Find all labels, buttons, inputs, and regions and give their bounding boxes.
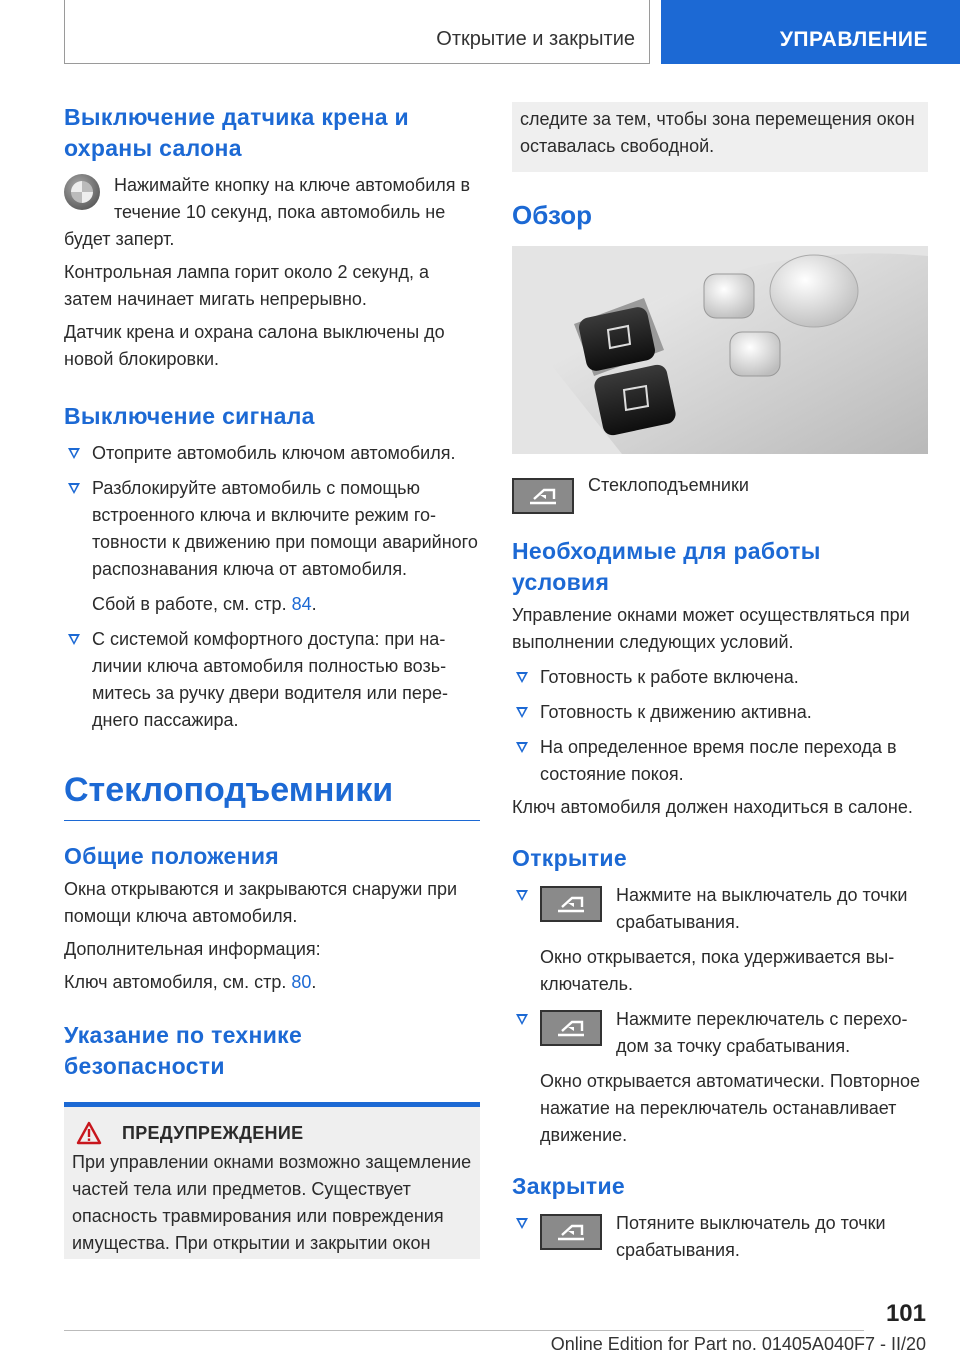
header-section-tab	[64, 0, 650, 64]
warning-box	[64, 1102, 480, 1259]
bmw-key-icon	[64, 174, 100, 210]
sensor-paragraph-2: Контрольная лампа горит около 2 секунд, а затем начинает мигать непрерывно.	[64, 262, 430, 309]
heading-sensor-off: Выключение датчика крена и охраны салона	[64, 104, 409, 161]
general-paragraph-3: Ключ автомобиля, см. стр. 80.	[64, 972, 317, 992]
bullet-triangle-icon	[516, 742, 528, 753]
warning-text: При управлении окнами возможно защемление частей тела или предметов. Существует опасность травмирования или повреждения имущества. При открытии и закрытии окон	[72, 1152, 472, 1253]
heading-open: Открытие	[512, 845, 627, 871]
bullet-triangle-icon	[68, 634, 80, 645]
heading-overview: Обзор	[512, 200, 592, 230]
page-link-84[interactable]: 84	[291, 594, 312, 614]
window-switch-icon	[540, 1010, 602, 1046]
list-item: Готовность к работе включена.	[512, 664, 928, 691]
heading-safety: Указание по технике безопасности	[64, 1022, 303, 1079]
warning-triangle-icon	[76, 1121, 102, 1145]
warning-label: ПРЕДУПРЕЖДЕНИЕ	[122, 1122, 304, 1143]
list-item: С системой комфортного доступа: при наличии ключа автомобиля полностью возьмитесь за ручку двери водителя или переднего пассажира.	[64, 626, 480, 734]
bullet-triangle-icon	[516, 1014, 528, 1025]
heading-alarm-off: Выключение сигнала	[64, 403, 315, 429]
malfunction-reference: Сбой в работе, см. стр. 84.	[92, 594, 317, 614]
header-section-title: Открытие и закрытие	[436, 28, 635, 50]
bullet-triangle-icon	[516, 672, 528, 683]
list-item: Нажмите переключатель с переходом за точку срабатывания. Окно открывается автоматически. Повторное нажатие на переключатель останавливает движение.	[512, 1006, 928, 1149]
footer-edition: Online Edition for Part no. 01405A040F7 - II/20	[550, 1334, 926, 1354]
list-item: Нажмите на выключатель до точки срабатывания. Окно открывается, пока удерживается выключатель.	[512, 882, 928, 998]
heading-close: Закрытие	[512, 1173, 625, 1199]
sensor-paragraph-3: Датчик крена и охрана салона выключены до новой блокировки.	[64, 322, 445, 369]
window-switch-icon	[540, 1214, 602, 1250]
window-switch-illustration	[512, 246, 928, 454]
sensor-paragraph-1: Нажимайте кнопку на ключе автомобиля в течение 10 секунд, пока автомобиль не будет заперт.	[64, 175, 471, 249]
header-chapter-tab	[661, 0, 960, 64]
general-paragraph-2: Дополнительная информация:	[64, 939, 321, 959]
footer-divider	[64, 1330, 864, 1331]
heading-window-lifters: Стеклоподъемники	[64, 771, 394, 809]
header-chapter-title: УПРАВЛЕНИЕ	[779, 28, 928, 51]
list-item: Разблокируйте автомобиль с помощью встроенного ключа и включите режим готовности к движению при помощи аварийного распознавания ключа от автомобиля. Сбой в работе, см. стр. 84.	[64, 475, 480, 618]
window-switch-icon	[540, 886, 602, 922]
window-switch-icon	[512, 478, 574, 514]
list-item: Отоприте автомобиль ключом автомобиля.	[64, 440, 480, 467]
list-item: На определенное время после перехода в состояние покоя.	[512, 734, 928, 788]
bullet-triangle-icon	[516, 707, 528, 718]
overview-caption: Стеклоподъемники	[588, 475, 749, 495]
right-column	[512, 102, 928, 1264]
list-item: Готовность к движению активна.	[512, 699, 928, 726]
warning-box-continued	[512, 102, 928, 172]
warning-text-continued: следите за тем, чтобы зона перемещения окон оставалась свободной.	[520, 109, 915, 156]
page-number: 101	[885, 1300, 926, 1327]
conditions-paragraph-1: Управление окнами может осуществляться при выполнении следующих условий.	[512, 605, 910, 652]
bullet-triangle-icon	[516, 890, 528, 901]
overview-caption-row	[512, 475, 928, 514]
page-link-80[interactable]: 80	[291, 972, 312, 992]
bullet-triangle-icon	[516, 1218, 528, 1229]
general-paragraph-1: Окна открываются и закрываются снаружи при помощи ключа автомобиля.	[64, 879, 458, 926]
warning-header	[64, 1107, 480, 1149]
list-item: Потяните выключатель до точки срабатывания.	[512, 1210, 928, 1264]
left-column	[64, 102, 480, 1259]
conditions-paragraph-2: Ключ автомобиля должен находиться в салоне.	[512, 797, 913, 817]
heading-conditions: Необходимые для работы условия	[512, 538, 821, 595]
bullet-triangle-icon	[68, 448, 80, 459]
heading-general: Общие положения	[64, 843, 279, 869]
bullet-triangle-icon	[68, 483, 80, 494]
window-switch-photo	[512, 246, 928, 454]
